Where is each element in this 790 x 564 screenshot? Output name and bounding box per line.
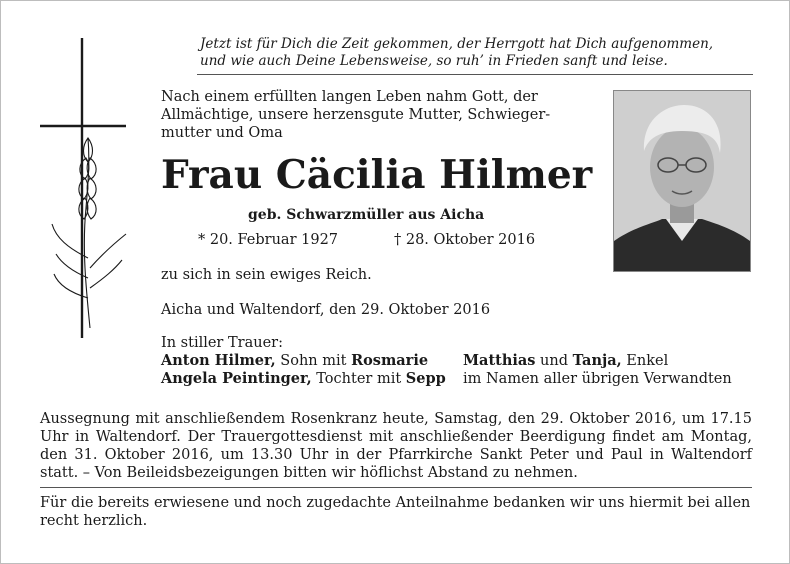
thanks-text: Für die bereits erwiesene und noch zugedachte Anteilnahme bedanken wir uns hiermit bei allen recht herzlich. <box>40 495 751 529</box>
mourner-name: Rosmarie <box>351 352 429 369</box>
deceased-name: Frau Cäcilia Hilmer <box>161 152 593 198</box>
intro-line: Nach einem erfüllten langen Leben nahm Gott, der <box>161 89 538 105</box>
reich-line: zu sich in sein ewiges Reich. <box>161 267 372 283</box>
mourner-relation: im Namen aller übrigen Verwandten <box>463 371 732 387</box>
cross-with-wheat-icon <box>38 38 130 338</box>
intro-text <box>161 88 591 142</box>
mourner-row <box>161 352 761 370</box>
divider <box>40 487 752 488</box>
mourner-name: Matthias <box>463 352 536 369</box>
mourners-heading: In stiller Trauer: <box>161 335 283 351</box>
mourner-relation: Sohn mit <box>275 353 352 369</box>
mourner-relation: Enkel <box>621 353 669 369</box>
motto-line: Jetzt ist für Dich die Zeit gekommen, der Herrgott hat Dich aufgenommen, <box>200 36 714 52</box>
place-date: Aicha und Waltendorf, den 29. Oktober 2016 <box>161 302 491 318</box>
mourner-name: Angela Peintinger, <box>161 370 312 387</box>
birth-date: * 20. Februar 1927 <box>198 232 339 248</box>
portrait-photo <box>613 90 751 272</box>
mourner-name: Tanja, <box>572 352 622 369</box>
motto-line: und wie auch Deine Lebensweise, so ruh’ in Frieden sanft und leise. <box>200 53 668 69</box>
intro-line: mutter und Oma <box>161 125 283 141</box>
service-info: Aussegnung mit anschließendem Rosenkranz heute, Samstag, den 29. Oktober 2016, um 17.15 Uhr in Waltendorf. Der Trauergottesdienst mit anschließender Beerdigung findet am Montag, den 31. Oktober 2016, um 13.30 Uhr in der Pfarrkirche Sankt Peter und Paul in Waltendorf statt. – Von Beileidsbezeigungen bitten wir höflichst Abstand zu nehmen. <box>40 411 752 481</box>
mourner-row <box>161 370 761 388</box>
mourner-name: Sepp <box>405 370 446 387</box>
mourners-block <box>161 334 761 388</box>
divider <box>197 74 753 75</box>
motto-verse <box>200 36 760 70</box>
mourner-name: Anton Hilmer, <box>161 352 276 369</box>
death-date: † 28. Oktober 2016 <box>394 232 536 248</box>
portrait-image <box>614 91 750 271</box>
mourner-relation: und <box>535 353 573 369</box>
maiden-name: geb. Schwarzmüller aus Aicha <box>248 207 485 223</box>
intro-line: Allmächtige, unsere herzensgute Mutter, Schwieger- <box>161 107 551 123</box>
mourner-relation: Tochter mit <box>311 371 406 387</box>
